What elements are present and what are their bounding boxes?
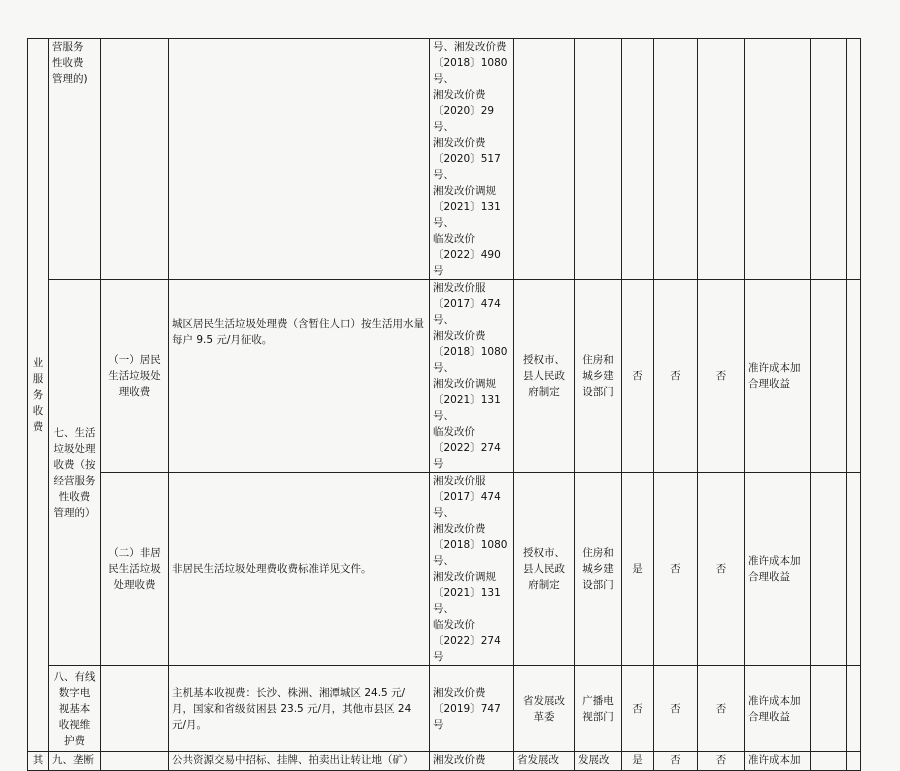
authority-cell: 省发展改 革委 [514,666,575,752]
flag-cell: 否 [698,752,745,771]
content-cell: 主机基本收视费：长沙、株洲、湘潭城区 24.5 元/月，国家和省级贫困县 23.5 元/月，其他市县区 24 元/月。 [169,666,430,752]
basis-cell: 号、湘发改价费 〔2018〕1080 号、 湘发改价费 〔2020〕29 号、 湘发改价费 〔2020〕517 号、 湘发改价调规 〔2021〕131 号、 临发改价 〔2022〕490 号 [430,39,514,280]
fee-table [27,38,861,771]
blank-cell [811,666,847,752]
table-row [28,473,861,666]
sub-item-cell [101,39,169,280]
table-row [28,280,861,473]
blank-cell [847,39,861,280]
flag-cell [698,39,745,280]
blank-cell [847,666,861,752]
flag-cell: 否 [622,280,654,473]
flag-cell [622,39,654,280]
basis-cell: 湘发改价服 〔2017〕474 号、 湘发改价费 〔2018〕1080号、 湘发改价调规 〔2021〕131 号、 临发改价 〔2022〕274 号 [430,473,514,666]
content-cell: 非居民生活垃圾处理费收费标准详见文件。 [169,473,430,666]
table-row [28,39,861,280]
category-cell: 其 [28,752,49,771]
authority-cell: 授权市、 县人民政 府制定 [514,473,575,666]
blank-cell [811,473,847,666]
dept-cell: 广播电 视部门 [575,666,622,752]
sub-item-cell: （二）非居 民生活垃圾 处理收费 [101,473,169,666]
dept-cell: 发展改 [575,752,622,771]
authority-cell [514,39,575,280]
flag-cell: 否 [654,666,698,752]
flag-cell: 否 [654,752,698,771]
item-label-cell: 九、垄断 [49,752,101,771]
dept-cell: 住房和 城乡建 设部门 [575,473,622,666]
blank-cell [847,280,861,473]
blank-cell [811,752,847,771]
content-cell: 公共资源交易中招标、挂牌、拍卖出让转让地（矿） [169,752,430,771]
basis-cell: 湘发改价服 〔2017〕474 号、 湘发改价费 〔2018〕1080号、 湘发改价调规 〔2021〕131 号、 临发改价 〔2022〕274 号 [430,280,514,473]
table-row [28,752,861,771]
principle-cell: 准许成本加 [745,752,811,771]
principle-cell: 准许成本加 合理收益 [745,280,811,473]
dept-cell: 住房和 城乡建 设部门 [575,280,622,473]
flag-cell: 是 [622,752,654,771]
principle-cell: 准许成本加 合理收益 [745,473,811,666]
content-cell [169,39,430,280]
blank-cell [811,39,847,280]
flag-cell: 否 [698,473,745,666]
dept-cell [575,39,622,280]
basis-cell: 湘发改价费 [430,752,514,771]
table-row [28,666,861,752]
item-label-cell: 八、有线 数字电 视基本 收视维 护费 [49,666,101,752]
item-label-cell: 营服务 性收费 管理的) [49,39,101,280]
authority-cell: 授权市、 县人民政 府制定 [514,280,575,473]
blank-cell [847,752,861,771]
content-cell: 城区居民生活垃圾处理费（含暂住人口）按生活用水量每户 9.5 元/月征收。 [169,280,430,473]
flag-cell: 否 [698,666,745,752]
blank-cell [811,280,847,473]
flag-cell: 否 [654,473,698,666]
flag-cell: 是 [622,473,654,666]
flag-cell [654,39,698,280]
blank-cell [847,473,861,666]
category-cell: 业 服 务 收 费 [28,39,49,752]
item-label-cell: 七、生活 垃圾处理 收费（按 经营服务 性收费 管理的） [49,280,101,666]
sub-item-cell [101,752,169,771]
flag-cell: 否 [654,280,698,473]
basis-cell: 湘发改价费 〔2019〕747 号 [430,666,514,752]
principle-cell: 准许成本加 合理收益 [745,666,811,752]
authority-cell: 省发展改 [514,752,575,771]
flag-cell: 否 [622,666,654,752]
sub-item-cell [101,666,169,752]
sub-item-cell: （一）居民 生活垃圾处 理收费 [101,280,169,473]
flag-cell: 否 [698,280,745,473]
principle-cell [745,39,811,280]
